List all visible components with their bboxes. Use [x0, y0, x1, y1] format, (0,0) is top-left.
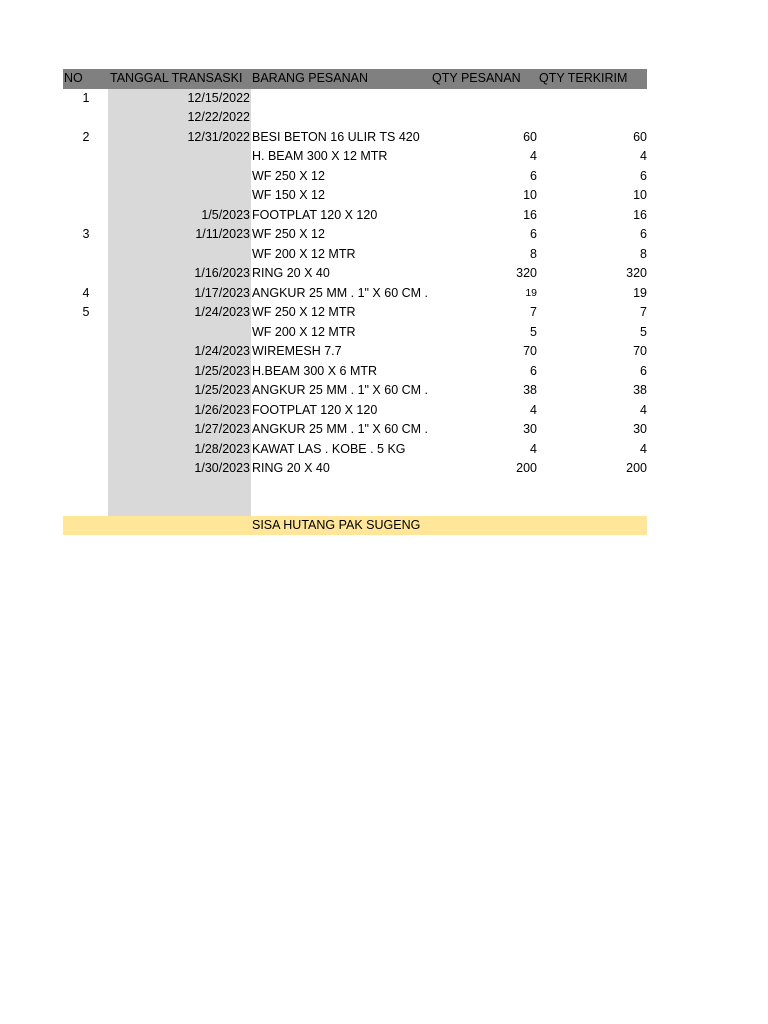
cell-qty-terkirim: 8 [640, 246, 647, 261]
cell-no: 1 [82, 90, 90, 105]
table-row [63, 420, 647, 440]
cell-qty-terkirim: 320 [626, 266, 647, 280]
cell-qty-terkirim: 4 [640, 402, 647, 417]
table-row [63, 128, 647, 148]
cell-no [63, 420, 109, 440]
cell-qty-terkirim: 7 [640, 305, 647, 319]
cell-qty-terkirim: 6 [640, 363, 647, 378]
cell-tanggal: 1/16/2023 [194, 266, 250, 280]
cell-qty-terkirim [537, 108, 647, 128]
cell-qty-pesanan: 10 [523, 188, 537, 202]
cell-barang: BESI BETON 16 ULIR TS 420 [252, 129, 420, 144]
table-row [63, 440, 647, 460]
cell-tanggal: 1/26/2023 [194, 402, 250, 417]
cell-no [63, 245, 109, 265]
cell-tanggal: 1/17/2023 [194, 285, 250, 300]
cell-barang [252, 479, 422, 499]
cell-barang: WF 200 X 12 MTR [252, 324, 356, 339]
cell-tanggal [108, 323, 250, 343]
cell-qty-pesanan: 4 [530, 402, 537, 417]
table-row [63, 362, 647, 382]
table-row [63, 89, 647, 109]
cell-qty-pesanan: 6 [530, 227, 537, 241]
cell-no [63, 206, 109, 226]
table-row [63, 167, 647, 187]
cell-barang [252, 89, 422, 109]
cell-no [63, 479, 109, 499]
cell-qty-terkirim: 60 [633, 129, 647, 144]
header-barang: BARANG PESANAN [252, 71, 369, 85]
cell-no [63, 459, 109, 479]
cell-qty-pesanan: 38 [523, 383, 537, 397]
cell-tanggal: 1/28/2023 [194, 441, 250, 456]
header-qty-terkirim: QTY TERKIRIM [539, 71, 628, 85]
table-row [63, 206, 647, 226]
table-row [63, 225, 647, 245]
cell-qty-pesanan: 320 [516, 266, 537, 280]
cell-barang: ANGKUR 25 MM . 1" X 60 CM . [252, 285, 429, 300]
table-row [63, 147, 647, 167]
cell-qty-pesanan [423, 108, 537, 128]
table-body [63, 89, 647, 518]
cell-tanggal: 12/31/2022 [187, 129, 250, 144]
cell-tanggal [108, 186, 250, 206]
cell-no [63, 440, 109, 460]
cell-barang: RING 20 X 40 [252, 461, 330, 475]
cell-qty-pesanan [423, 479, 537, 499]
cell-no [63, 147, 109, 167]
cell-barang: ANGKUR 25 MM . 1" X 60 CM . [252, 383, 429, 397]
spreadsheet-table [63, 69, 647, 532]
cell-barang: KAWAT LAS . KOBE . 5 KG [252, 441, 406, 456]
cell-barang: WF 150 X 12 [252, 188, 325, 202]
cell-qty-terkirim: 200 [626, 461, 647, 475]
cell-qty-pesanan: 6 [530, 363, 537, 378]
cell-qty-pesanan: 4 [530, 149, 537, 163]
cell-qty-terkirim: 4 [640, 441, 647, 456]
cell-no [63, 186, 109, 206]
cell-no: 2 [82, 129, 90, 144]
cell-barang: FOOTPLAT 120 X 120 [252, 207, 378, 222]
cell-no [63, 342, 109, 362]
cell-qty-terkirim: 70 [633, 344, 647, 358]
cell-no [63, 323, 109, 343]
cell-qty-pesanan: 200 [516, 461, 537, 475]
table-row [63, 108, 647, 128]
cell-barang: WF 200 X 12 MTR [252, 246, 356, 261]
cell-qty-pesanan: 16 [523, 207, 537, 222]
cell-qty-terkirim: 4 [640, 149, 647, 163]
table-row [63, 381, 647, 401]
table-row [63, 245, 647, 265]
cell-tanggal: 1/24/2023 [194, 344, 250, 358]
table-row [63, 303, 647, 323]
cell-qty-terkirim: 6 [640, 168, 647, 183]
cell-no: 3 [82, 227, 90, 241]
cell-qty-pesanan: 6 [530, 168, 537, 183]
cell-tanggal: 1/27/2023 [194, 422, 250, 436]
header-no: NO [64, 71, 83, 85]
cell-no: 5 [82, 305, 90, 319]
cell-tanggal [108, 167, 250, 187]
cell-tanggal [108, 147, 250, 167]
cell-no [63, 381, 109, 401]
cell-qty-pesanan: 70 [523, 344, 537, 358]
cell-qty-pesanan: 8 [530, 246, 537, 261]
table-row [63, 459, 647, 479]
cell-qty-pesanan: 5 [530, 324, 537, 339]
cell-barang: WF 250 X 12 [252, 168, 325, 183]
table-row [63, 479, 647, 499]
cell-no [63, 401, 109, 421]
cell-tanggal: 1/25/2023 [194, 363, 250, 378]
cell-qty-pesanan: 7 [530, 305, 537, 319]
cell-tanggal [108, 479, 250, 499]
cell-tanggal: 1/5/2023 [201, 207, 250, 222]
cell-barang: RING 20 X 40 [252, 266, 330, 280]
cell-qty-terkirim: 16 [633, 207, 647, 222]
table-row [63, 401, 647, 421]
summary-row [63, 516, 647, 536]
cell-no [63, 167, 109, 187]
cell-barang: FOOTPLAT 120 X 120 [252, 402, 378, 417]
table-row [63, 323, 647, 343]
table-row [63, 186, 647, 206]
cell-barang: WF 250 X 12 MTR [252, 305, 356, 319]
summary-label: SISA HUTANG PAK SUGENG [252, 517, 421, 532]
table-row [63, 264, 647, 284]
cell-tanggal [108, 245, 250, 265]
cell-qty-terkirim [537, 479, 647, 499]
cell-no [63, 264, 109, 284]
cell-qty-terkirim: 19 [633, 285, 647, 300]
header-tanggal: TANGGAL TRANSASKI [110, 71, 243, 85]
cell-qty-terkirim: 30 [633, 422, 647, 436]
cell-qty-terkirim [537, 89, 647, 109]
cell-tanggal: 1/11/2023 [195, 227, 250, 241]
cell-qty-pesanan: 19 [525, 286, 537, 299]
cell-qty-terkirim: 38 [633, 383, 647, 397]
table-row [63, 342, 647, 362]
cell-no [63, 362, 109, 382]
cell-qty-pesanan: 30 [523, 422, 537, 436]
cell-qty-pesanan [423, 89, 537, 109]
cell-tanggal: 12/22/2022 [187, 110, 250, 124]
cell-qty-pesanan: 60 [523, 129, 537, 144]
cell-no [63, 108, 109, 128]
header-row [63, 69, 647, 89]
cell-barang: H. BEAM 300 X 12 MTR [252, 149, 388, 163]
cell-no: 4 [82, 285, 90, 300]
cell-tanggal: 1/24/2023 [194, 305, 250, 319]
cell-tanggal: 12/15/2022 [187, 90, 250, 105]
cell-qty-terkirim: 6 [640, 227, 647, 241]
table-row [63, 284, 647, 304]
cell-barang [252, 108, 422, 128]
cell-barang: H.BEAM 300 X 6 MTR [252, 363, 378, 378]
header-qty-pesanan: QTY PESANAN [432, 71, 521, 85]
cell-qty-terkirim: 5 [640, 324, 647, 339]
cell-tanggal: 1/30/2023 [194, 461, 250, 475]
cell-barang: WIREMESH 7.7 [252, 344, 342, 358]
cell-qty-terkirim: 10 [633, 188, 647, 202]
cell-tanggal: 1/25/2023 [194, 383, 250, 397]
cell-barang: ANGKUR 25 MM . 1" X 60 CM . [252, 422, 429, 436]
cell-barang: WF 250 X 12 [252, 227, 325, 241]
cell-qty-pesanan: 4 [530, 441, 537, 456]
